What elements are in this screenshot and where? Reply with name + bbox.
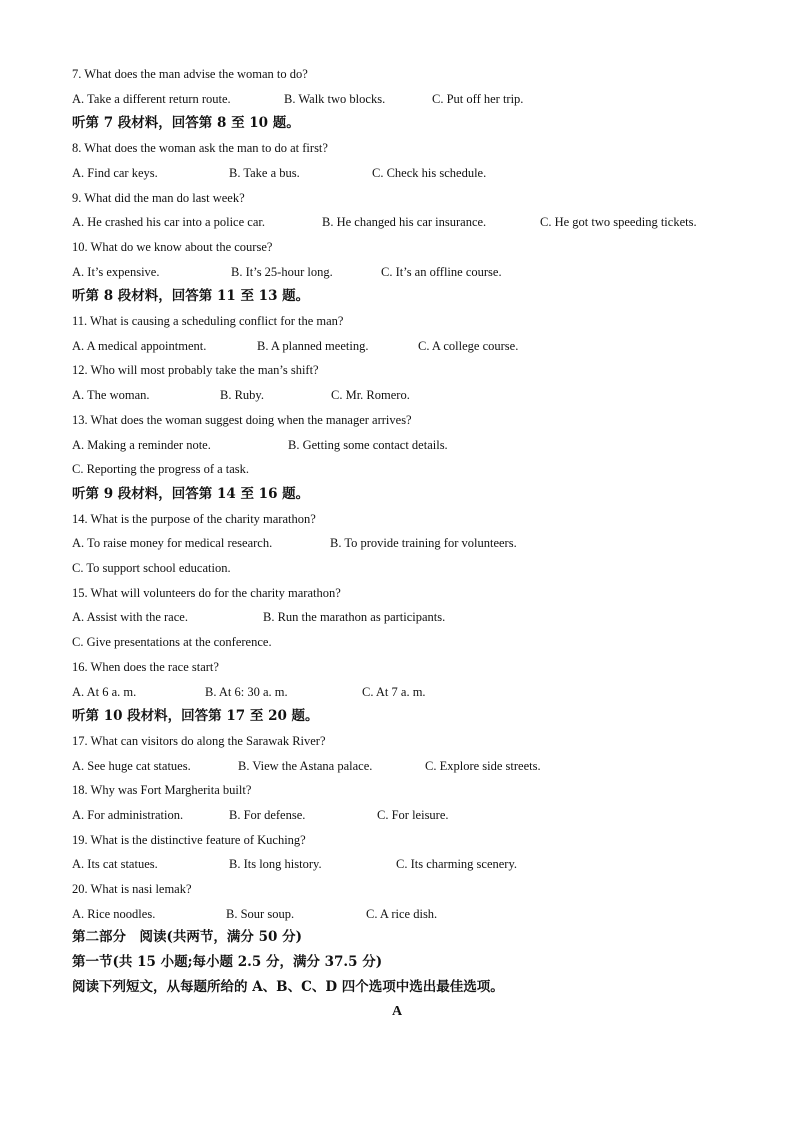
question-16-option-c: C. At 7 a. m.: [362, 685, 426, 699]
question-15-stem: 15. What will volunteers do for the charity marathon?: [72, 586, 341, 600]
question-11-stem: 11. What is causing a scheduling conflict for the man?: [72, 314, 344, 328]
passage-letter: A: [391, 1004, 403, 1019]
section-header-9: 听第 9 段材料，回答第 14 至 16 题。: [72, 486, 310, 502]
question-20-option-b: B. Sour soup.: [226, 907, 295, 921]
question-14-stem: 14. What is the purpose of the charity marathon?: [72, 512, 316, 526]
question-7-option-b: B. Walk two blocks.: [284, 92, 386, 106]
question-13-option-c: C. Reporting the progress of a task.: [72, 462, 250, 476]
question-11-option-a: A. A medical appointment.: [72, 339, 207, 353]
question-14-option-a: A. To raise money for medical research.: [72, 536, 273, 550]
question-8-stem: 8. What does the woman ask the man to do at first?: [72, 141, 328, 155]
question-16-option-a: A. At 6 a. m.: [72, 685, 137, 699]
question-9-option-c: C. He got two speeding tickets.: [540, 215, 697, 229]
question-9-option-b: B. He changed his car insurance.: [322, 215, 487, 229]
question-8-option-b: B. Take a bus.: [229, 166, 300, 180]
question-19-option-c: C. Its charming scenery.: [396, 857, 518, 871]
question-20-option-c: C. A rice dish.: [366, 907, 438, 921]
question-10-option-a: A. It’s expensive.: [72, 265, 160, 279]
question-20-option-a: A. Rice noodles.: [72, 907, 156, 921]
question-10-option-b: B. It’s 25-hour long.: [231, 265, 333, 279]
question-7-stem: 7. What does the man advise the woman to do?: [72, 67, 308, 81]
question-13-option-b: B. Getting some contact details.: [288, 438, 448, 452]
question-12-option-c: C. Mr. Romero.: [331, 388, 410, 402]
question-13-stem: 13. What does the woman suggest doing when the manager arrives?: [72, 413, 412, 427]
question-10-option-c: C. It’s an offline course.: [381, 265, 502, 279]
question-8-option-c: C. Check his schedule.: [372, 166, 487, 180]
question-17-option-a: A. See huge cat statues.: [72, 759, 191, 773]
question-17-option-b: B. View the Astana palace.: [238, 759, 373, 773]
question-12-option-a: A. The woman.: [72, 388, 150, 402]
question-9-stem: 9. What did the man do last week?: [72, 191, 245, 205]
question-18-option-a: A. For administration.: [72, 808, 184, 822]
question-19-option-a: A. Its cat statues.: [72, 857, 158, 871]
question-20-stem: 20. What is nasi lemak?: [72, 882, 192, 896]
question-15-option-c: C. Give presentations at the conference.: [72, 635, 272, 649]
question-12-option-b: B. Ruby.: [220, 388, 264, 402]
question-18-stem: 18. Why was Fort Margherita built?: [72, 783, 252, 797]
question-11-option-c: C. A college course.: [418, 339, 519, 353]
section-header-10: 听第 10 段材料，回答第 17 至 20 题。: [72, 708, 319, 724]
question-8-option-a: A. Find car keys.: [72, 166, 158, 180]
question-18-option-b: B. For defense.: [229, 808, 306, 822]
question-13-option-a: A. Making a reminder note.: [72, 438, 211, 452]
question-16-stem: 16. When does the race start?: [72, 660, 219, 674]
question-17-option-c: C. Explore side streets.: [425, 759, 541, 773]
question-15-option-b: B. Run the marathon as participants.: [263, 610, 446, 624]
question-19-stem: 19. What is the distinctive feature of Kuching?: [72, 833, 306, 847]
section-header-7: 听第 7 段材料，回答第 8 至 10 题。: [72, 115, 300, 131]
question-7-option-a: A. Take a different return route.: [72, 92, 231, 106]
question-14-option-c: C. To support school education.: [72, 561, 231, 575]
question-17-stem: 17. What can visitors do along the Sarawak River?: [72, 734, 326, 748]
question-9-option-a: A. He crashed his car into a police car.: [72, 215, 265, 229]
question-7-option-c: C. Put off her trip.: [432, 92, 524, 106]
section-header-8: 听第 8 段材料，回答第 11 至 13 题。: [72, 288, 310, 304]
question-19-option-b: B. Its long history.: [229, 857, 322, 871]
question-12-stem: 12. Who will most probably take the man’s shift?: [72, 363, 319, 377]
question-18-option-c: C. For leisure.: [377, 808, 449, 822]
question-15-option-a: A. Assist with the race.: [72, 610, 188, 624]
question-16-option-b: B. At 6: 30 a. m.: [205, 685, 288, 699]
question-10-stem: 10. What do we know about the course?: [72, 240, 273, 254]
question-14-option-b: B. To provide training for volunteers.: [330, 536, 517, 550]
reading-instruction: 阅读下列短文，从每题所给的 A、B、C、D 四个选项中选出最佳选项。: [72, 979, 504, 995]
part-two-heading: 第二部分 阅读(共两节，满分 50 分): [72, 929, 302, 945]
section-one-heading: 第一节(共 15 小题;每小题 2.5 分，满分 37.5 分): [72, 954, 383, 970]
question-11-option-b: B. A planned meeting.: [257, 339, 369, 353]
